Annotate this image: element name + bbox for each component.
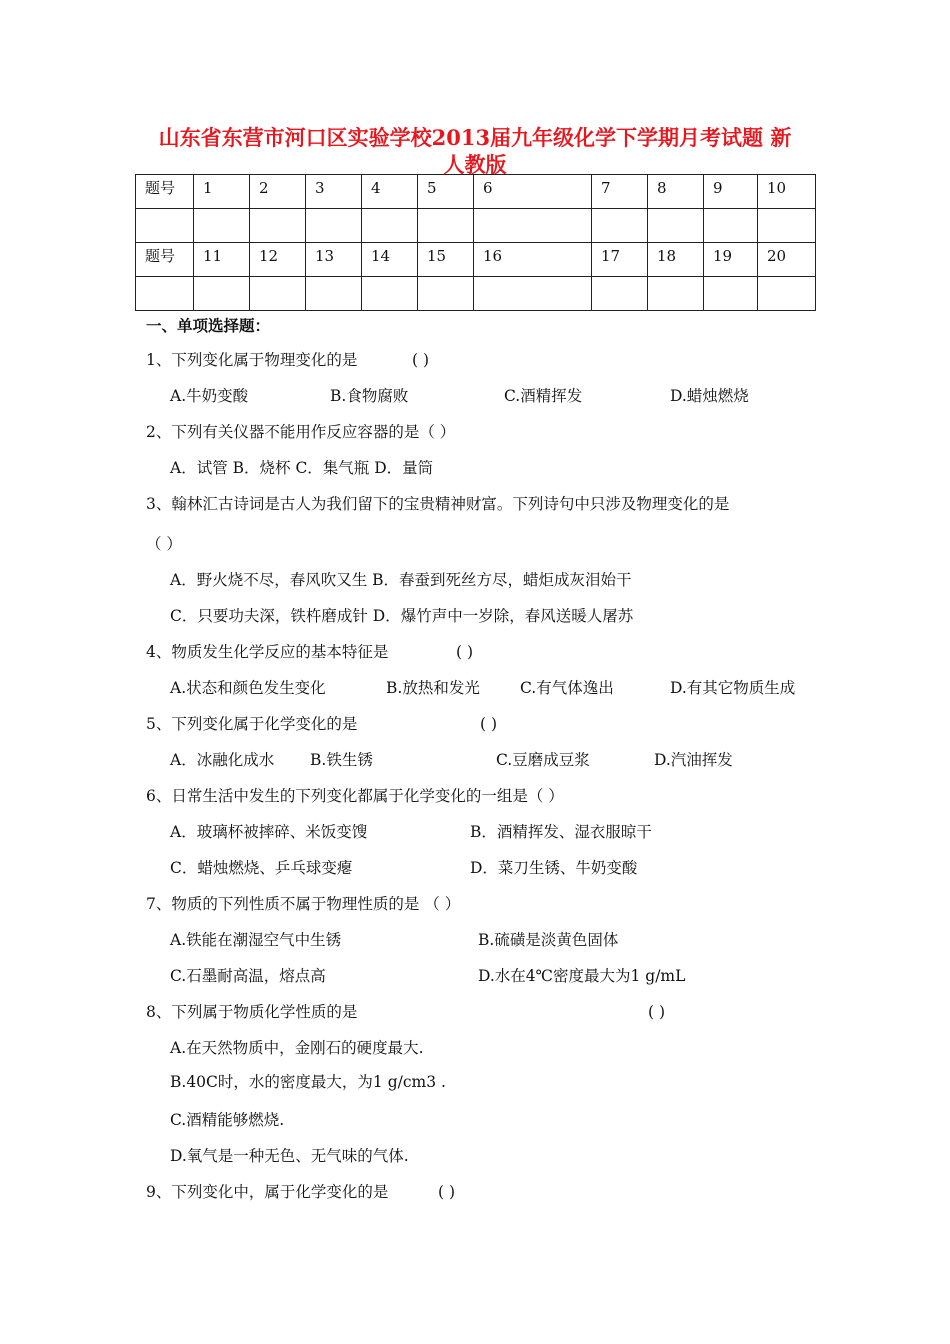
table-cell: 题号 (136, 243, 194, 277)
answer-cell[interactable] (250, 277, 306, 311)
table-cell: 20 (758, 243, 816, 277)
answer-cell[interactable] (474, 277, 592, 311)
question-4-option-d: D.有其它物质生成 (670, 679, 796, 697)
answer-cell[interactable] (136, 277, 194, 311)
table-cell: 3 (306, 175, 362, 209)
answer-cell[interactable] (136, 209, 194, 243)
question-7-option-d: D.水在4℃密度最大为1 g/mL (478, 967, 686, 985)
question-4-option-a: A.状态和颜色发生变化 (170, 679, 326, 697)
table-cell: 14 (362, 243, 418, 277)
question-9-answer-paren: ( ) (438, 1183, 456, 1201)
table-cell: 16 (474, 243, 592, 277)
answer-cell[interactable] (648, 277, 704, 311)
table-cell: 8 (648, 175, 704, 209)
question-1-option-c: C.酒精挥发 (504, 387, 583, 405)
question-3-stem-paren: （ ） (146, 535, 182, 553)
question-4-option-c: C.有气体逸出 (520, 679, 614, 697)
question-4-answer-paren: ( ) (456, 643, 474, 661)
answer-cell[interactable] (592, 209, 648, 243)
question-7-stem: 7、物质的下列性质不属于物理性质的是 （ ） (146, 895, 461, 913)
table-cell: 19 (704, 243, 758, 277)
title-line-1: 山东省东营市河口区实验学校2013届九年级化学下学期月考试题 新 (158, 125, 792, 150)
table-cell: 7 (592, 175, 648, 209)
question-5-option-d: D.汽油挥发 (654, 751, 733, 769)
question-8-answer-paren: ( ) (648, 1003, 666, 1021)
answer-table-blank-row-1 (136, 209, 816, 243)
question-3-stem: 3、翰林汇古诗词是古人为我们留下的宝贵精神财富。下列诗句中只涉及物理变化的是 (146, 495, 730, 513)
question-1-option-b: B.食物腐败 (330, 387, 409, 405)
table-cell: 6 (474, 175, 592, 209)
question-8-option-d: D.氧气是一种无色、无气味的气体. (170, 1147, 409, 1165)
question-7-option-a: A.铁能在潮湿空气中生锈 (170, 931, 342, 949)
question-6-option-d: D．菜刀生锈、牛奶变酸 (470, 859, 638, 877)
question-8-option-b: B.40C时，水的密度最大，为1 g/cm3 . (170, 1073, 446, 1091)
answer-cell[interactable] (758, 209, 816, 243)
question-1-option-a: A.牛奶变酸 (170, 387, 249, 405)
section-heading: 一、单项选择题： (146, 316, 271, 335)
answer-cell[interactable] (758, 277, 816, 311)
answer-cell[interactable] (306, 209, 362, 243)
question-6-option-c: C．蜡烛燃烧、乒乓球变瘪 (170, 859, 353, 877)
table-cell: 2 (250, 175, 306, 209)
question-3-options-cd: C．只要功夫深，铁杵磨成针 D．爆竹声中一岁除，春风送暖人屠苏 (170, 607, 634, 625)
question-5-stem: 5、下列变化属于化学变化的是 (146, 715, 358, 733)
question-1-option-d: D.蜡烛燃烧 (670, 387, 749, 405)
question-2-options: A．试管 B．烧杯 C．集气瓶 D．量筒 (170, 459, 434, 477)
question-8-option-c: C.酒精能够燃烧. (170, 1111, 285, 1129)
answer-cell[interactable] (474, 209, 592, 243)
question-1-answer-paren: ( ) (412, 351, 430, 369)
answer-cell[interactable] (418, 277, 474, 311)
question-7-option-c: C.石墨耐高温，熔点高 (170, 967, 326, 985)
answer-cell[interactable] (592, 277, 648, 311)
answer-cell[interactable] (362, 209, 418, 243)
title-line-2: 人教版 (443, 152, 507, 177)
document-title (120, 124, 830, 178)
question-6-stem: 6、日常生活中发生的下列变化都属于化学变化的一组是（ ） (146, 787, 564, 805)
answer-cell[interactable] (194, 277, 250, 311)
answer-cell[interactable] (418, 209, 474, 243)
answer-table-blank-row-2 (136, 277, 816, 311)
question-8-stem: 8、下列属于物质化学性质的是 (146, 1003, 358, 1021)
table-cell: 4 (362, 175, 418, 209)
table-cell: 13 (306, 243, 362, 277)
table-cell: 9 (704, 175, 758, 209)
table-cell: 17 (592, 243, 648, 277)
question-1-stem: 1、下列变化属于物理变化的是 (146, 351, 358, 369)
answer-cell[interactable] (704, 277, 758, 311)
table-cell: 15 (418, 243, 474, 277)
question-5-option-c: C.豆磨成豆浆 (496, 751, 590, 769)
question-5-answer-paren: ( ) (480, 715, 498, 733)
question-9-stem: 9、下列变化中，属于化学变化的是 (146, 1183, 389, 1201)
question-5-option-a: A．冰融化成水 (170, 751, 275, 769)
answer-cell[interactable] (362, 277, 418, 311)
answer-cell[interactable] (250, 209, 306, 243)
answer-table-header-row-1 (136, 175, 816, 209)
table-cell: 1 (194, 175, 250, 209)
table-cell: 18 (648, 243, 704, 277)
table-cell: 11 (194, 243, 250, 277)
table-cell: 12 (250, 243, 306, 277)
answer-cell[interactable] (194, 209, 250, 243)
answer-cell[interactable] (704, 209, 758, 243)
table-cell: 10 (758, 175, 816, 209)
question-7-option-b: B.硫磺是淡黄色固体 (478, 931, 619, 949)
question-6-option-b: B．酒精挥发、湿衣服晾干 (470, 823, 652, 841)
question-4-option-b: B.放热和发光 (386, 679, 480, 697)
question-2-stem: 2、下列有关仪器不能用作反应容器的是（ ） (146, 423, 456, 441)
table-cell: 题号 (136, 175, 194, 209)
question-5-option-b: B.铁生锈 (310, 751, 373, 769)
answer-table-header-row-2 (136, 243, 816, 277)
question-4-stem: 4、物质发生化学反应的基本特征是 (146, 643, 389, 661)
answer-cell[interactable] (306, 277, 362, 311)
answer-cell[interactable] (648, 209, 704, 243)
question-6-option-a: A．玻璃杯被摔碎、米饭变馊 (170, 823, 368, 841)
question-8-option-a: A.在天然物质中，金刚石的硬度最大. (170, 1039, 424, 1057)
answer-table (135, 174, 816, 311)
question-3-options-ab: A．野火烧不尽，春风吹又生 B．春蚕到死丝方尽，蜡炬成灰泪始干 (170, 571, 632, 589)
table-cell: 5 (418, 175, 474, 209)
